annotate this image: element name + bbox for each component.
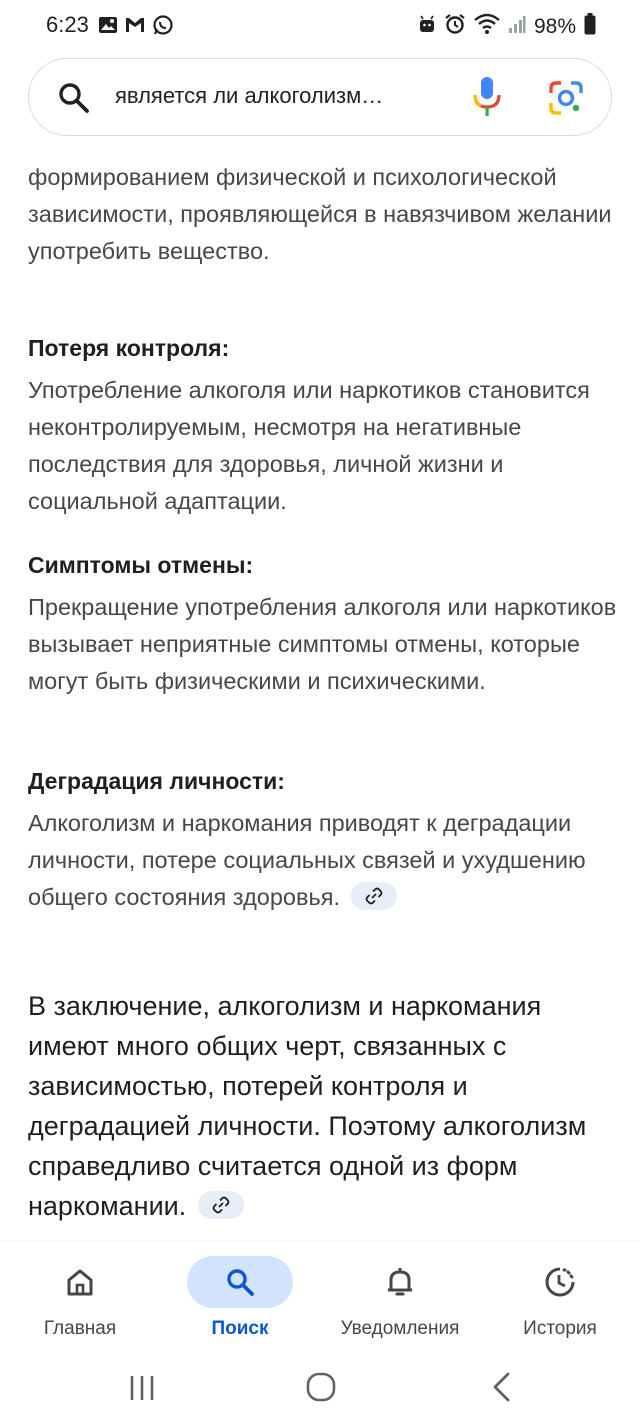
status-time: 6:23 xyxy=(46,12,89,37)
back-button[interactable] xyxy=(490,1372,512,1407)
intro-paragraph xyxy=(28,152,618,270)
link-icon xyxy=(365,887,383,905)
search-query[interactable]: является ли алкоголизм… xyxy=(115,83,384,108)
search-bar[interactable] xyxy=(28,58,612,136)
gallery-icon xyxy=(98,15,118,40)
battery-percentage: 98% xyxy=(533,14,576,38)
section-text-content: Алкоголизм и наркомания приводят к деградации личности, потере социальных связей и ухудшению общего состояния здоровья. xyxy=(28,810,586,910)
nav-label: История xyxy=(523,1318,597,1339)
alarm-icon xyxy=(444,13,466,40)
conclusion-text: В заключение, алкоголизм и наркомания имеют много общих черт, связанных с зависимостью, потерей контроля и деградацией личности. Поэтому алкоголизм справедливо считается одной из форм наркомании. xyxy=(28,991,587,1221)
search-icon xyxy=(225,1267,255,1297)
search-icon[interactable] xyxy=(57,81,91,120)
source-link-button[interactable] xyxy=(198,1191,244,1219)
nav-item-home[interactable] xyxy=(10,1256,150,1340)
section-heading: Потеря контроля: xyxy=(28,335,230,361)
bell-icon xyxy=(385,1266,415,1298)
google-lens-icon[interactable] xyxy=(547,79,585,122)
partially-hidden-line xyxy=(28,152,35,153)
nav-item-notifications[interactable] xyxy=(330,1256,470,1340)
link-icon xyxy=(212,1196,230,1214)
nav-label: Главная xyxy=(43,1318,117,1339)
recent-apps-button[interactable] xyxy=(128,1374,156,1407)
nav-item-history[interactable] xyxy=(490,1256,630,1340)
section-heading: Деградация личности: xyxy=(28,768,285,794)
section-loss-of-control xyxy=(28,332,618,520)
back-icon xyxy=(490,1372,512,1402)
gmail-icon xyxy=(124,16,146,39)
section-text xyxy=(28,805,618,916)
home-button[interactable] xyxy=(306,1372,336,1407)
history-icon xyxy=(544,1266,576,1298)
whatsapp-icon xyxy=(152,14,174,41)
battery-icon xyxy=(584,13,596,40)
ai-overview-content xyxy=(0,152,640,1242)
active-indicator xyxy=(187,1256,293,1308)
recent-apps-icon xyxy=(128,1374,156,1402)
intro-text: формированием физической и психологической зависимости, проявляющейся в навязчивом желании употребить вещество. xyxy=(28,164,612,264)
bottom-navigation xyxy=(0,1242,640,1362)
microphone-icon[interactable] xyxy=(471,75,503,124)
section-withdrawal-symptoms xyxy=(28,549,618,700)
nav-label: Уведомления xyxy=(340,1318,460,1339)
nav-item-search[interactable] xyxy=(170,1256,310,1340)
source-link-button[interactable] xyxy=(351,882,397,910)
conclusion-paragraph xyxy=(28,986,618,1226)
signal-icon xyxy=(508,14,526,39)
section-personality-degradation xyxy=(28,765,618,916)
home-icon xyxy=(64,1266,96,1298)
android-icon xyxy=(418,14,436,39)
search-header xyxy=(0,52,640,152)
section-heading: Симптомы отмены: xyxy=(28,552,254,578)
section-text: Прекращение употребления алкоголя или наркотиков вызывает неприятные симптомы отмены, которые могут быть физическими и психическими. xyxy=(28,594,617,694)
wifi-icon xyxy=(474,13,500,40)
system-navigation-bar xyxy=(0,1362,640,1423)
home-circle-icon xyxy=(306,1372,336,1402)
section-text: Употребление алкоголя или наркотиков становится неконтролируемым, несмотря на негативные последствия для здоровья, личной жизни и социальной адаптации. xyxy=(28,377,590,514)
nav-label: Поиск xyxy=(211,1318,269,1339)
status-bar xyxy=(0,0,640,52)
